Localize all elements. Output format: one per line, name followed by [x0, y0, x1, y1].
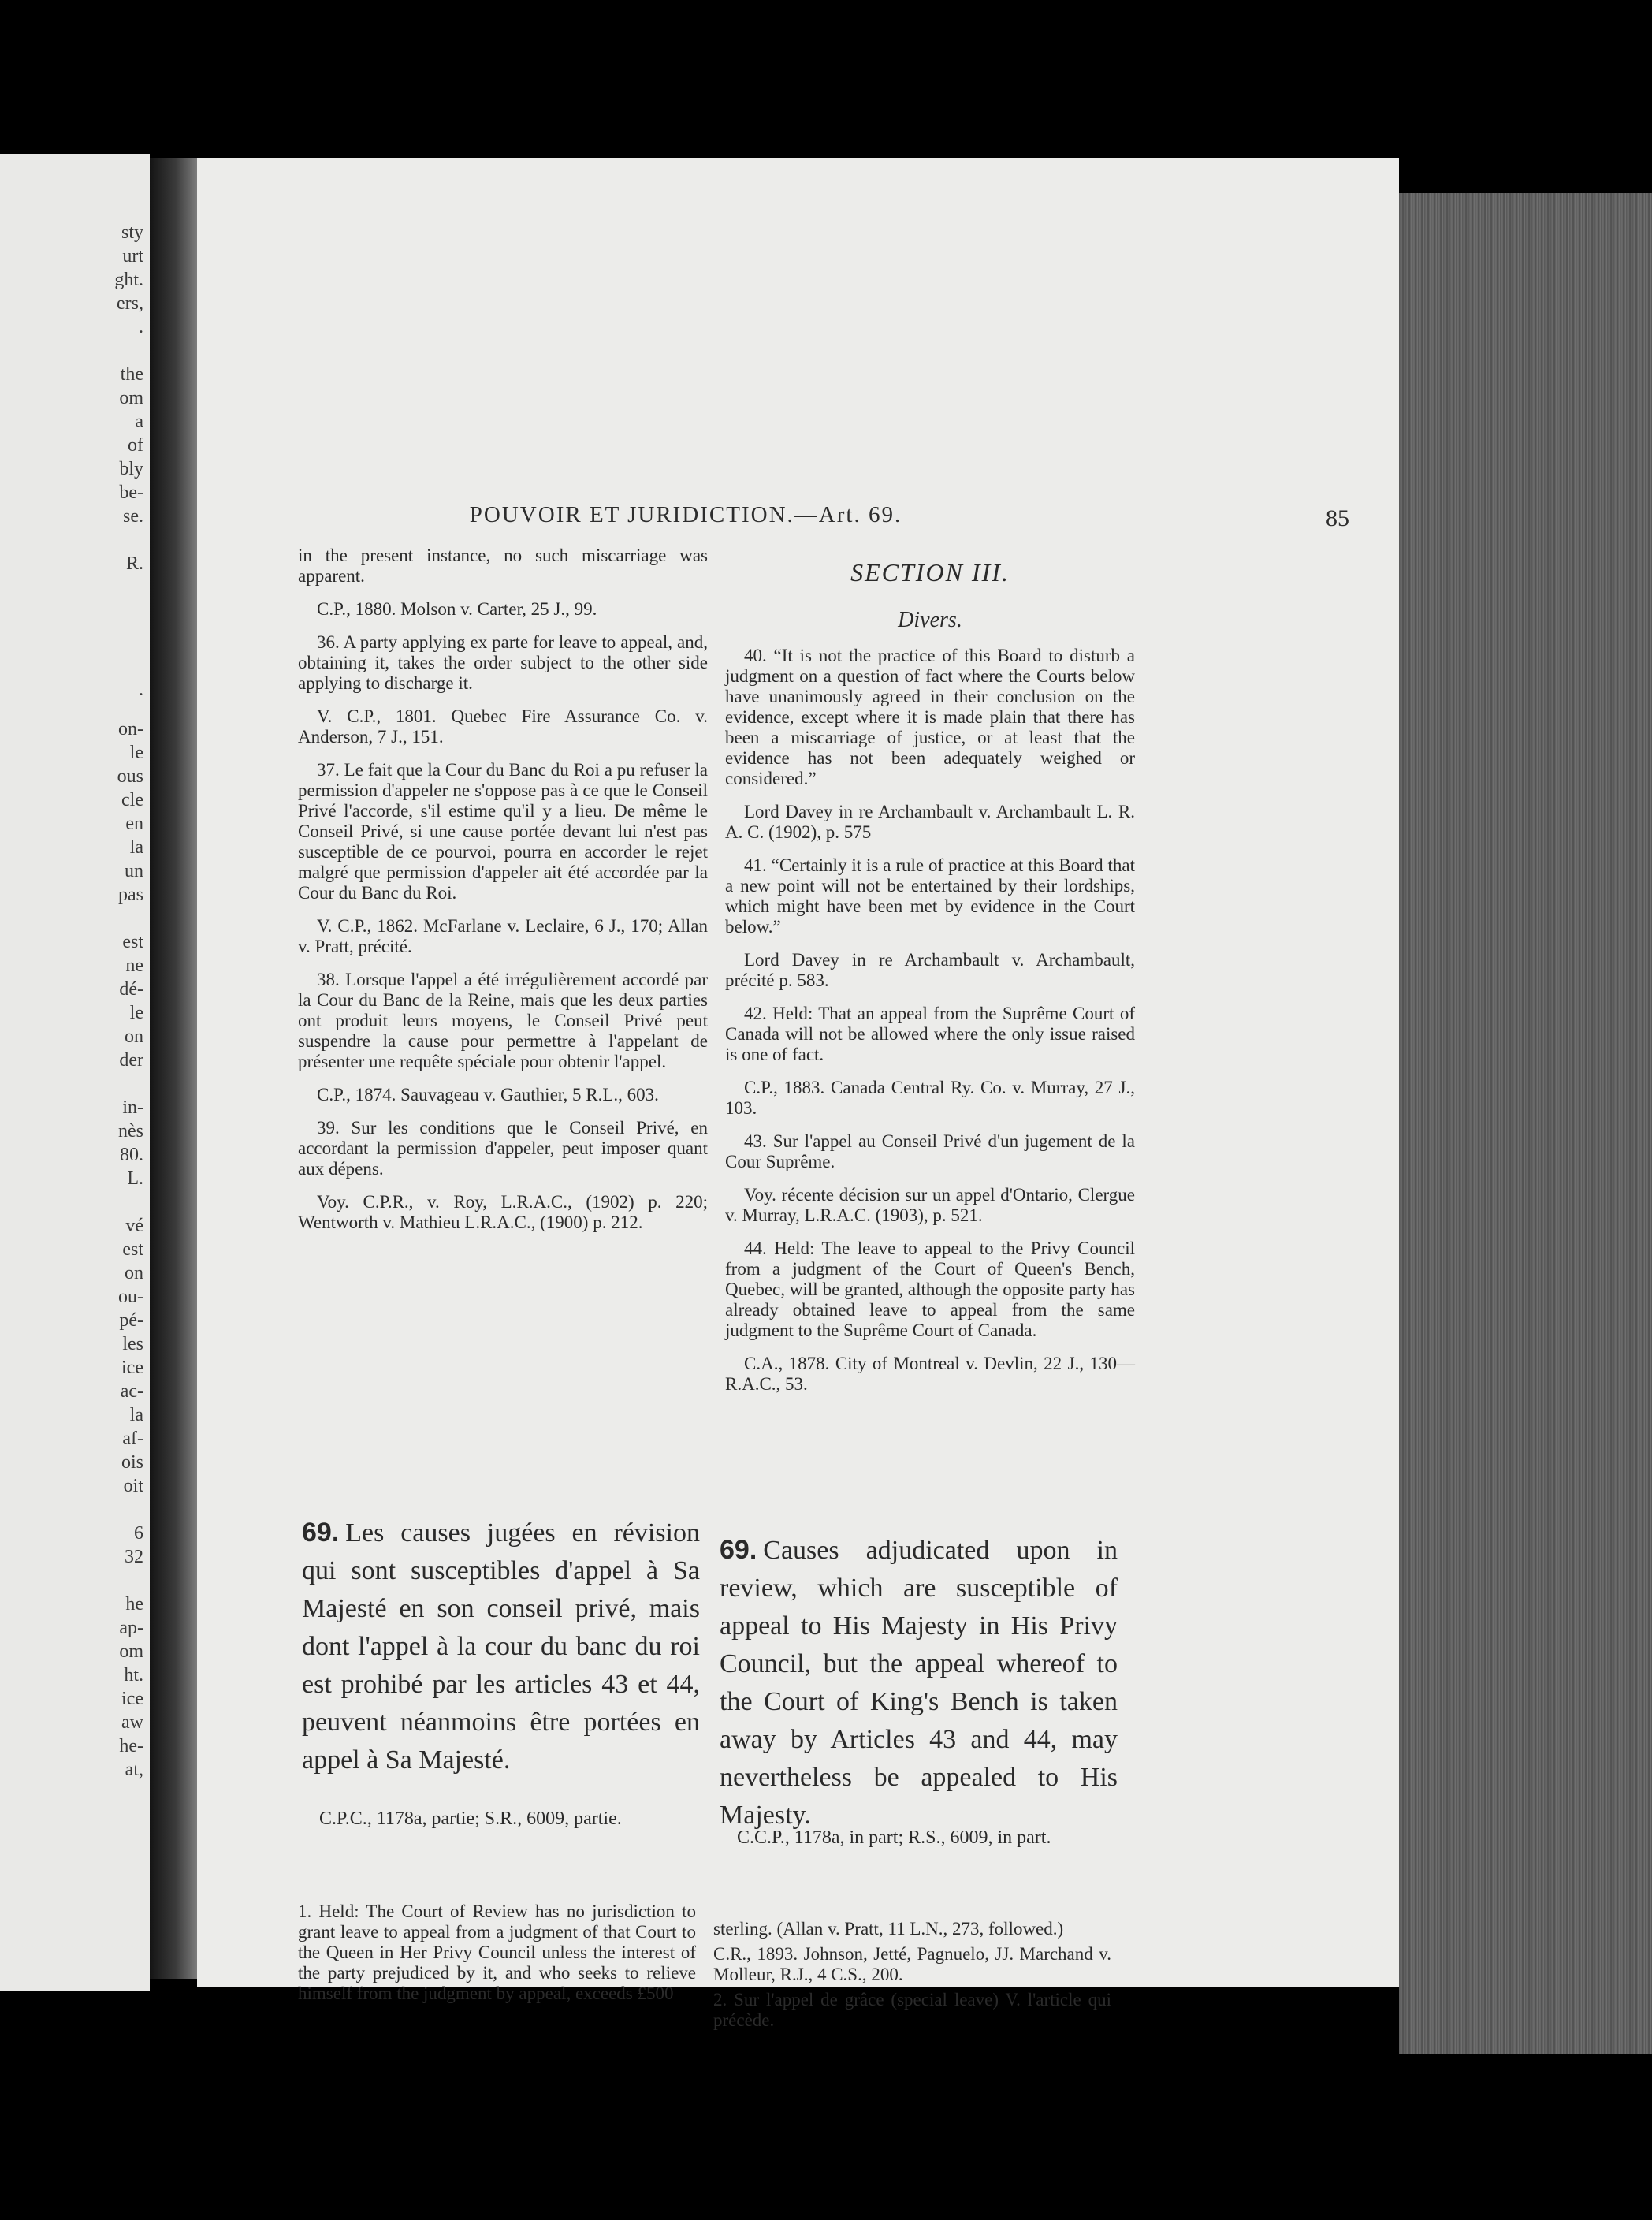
- left-page-text-fragment: he-: [119, 1736, 143, 1756]
- paragraph: in the present instance, no such miscarriage was apparent.: [298, 546, 708, 586]
- left-page-text-fragment: le: [129, 1003, 143, 1023]
- paragraph: Voy. C.P.R., v. Roy, L.R.A.C., (1902) p. 220; Wentworth v. Mathieu L.R.A.C., (1900) p. 212.: [298, 1192, 708, 1232]
- left-page-text-fragment: a: [135, 412, 143, 432]
- section-subtitle: Divers.: [898, 608, 962, 632]
- left-page-text-fragment: se.: [123, 506, 143, 527]
- left-page-text-fragment: cle: [121, 790, 143, 810]
- left-page-text-fragment: ht.: [124, 1665, 143, 1685]
- right-column-paragraphs: [725, 646, 1135, 1395]
- paragraph: 43. Sur l'appel au Conseil Privé d'un jugement de la Cour Suprême.: [725, 1131, 1135, 1171]
- article-69-french: [302, 1514, 700, 1779]
- paragraph: 37. Le fait que la Cour du Banc du Roi a pu refuser la permission d'appeler ne s'oppose pas à ce que le Conseil Privé l'accorde, s'il estime qu'il y a lieu. De même le Conseil Privé, si une cause portée devant lui n'est pas susceptible de ce pourvoi, pourra en accorder le rejet malgré que permission d'appeler ait été accordée par la Cour du Banc du Roi.: [298, 760, 708, 903]
- paragraph: 41. “Certainly it is a rule of practice at this Board that a new point will not be entertained by their lordships, which might have been met by evidence in the Court below.”: [725, 855, 1135, 937]
- left-page-text-fragment: ice: [121, 1358, 143, 1378]
- page-number: 85: [1326, 505, 1349, 531]
- left-page-text-fragment: le: [129, 743, 143, 763]
- paragraph: 40. “It is not the practice of this Board to disturb a judgment on a question of fact where the Courts below have unanimously agreed in their conclusion on the evidence, except where it is made plain that there has been a miscarriage of justice, or at least that the evidence has not been adequately weighed or considered.”: [725, 646, 1135, 788]
- left-page-text-fragment: bly: [119, 459, 143, 479]
- left-page-text-fragment: la: [129, 837, 143, 858]
- left-page-text-fragment: of: [128, 435, 143, 456]
- article-refs-french: C.P.C., 1178a, partie; S.R., 6009, partie.: [319, 1808, 622, 1829]
- article-text: Les causes jugées en révision qui sont susceptibles d'appel à Sa Majesté en son conseil privé, mais dont l'appel à la cour du banc du roi est prohibé par les articles 43 et 44, peuvent néanmoins être portées en appel à Sa Majesté.: [302, 1518, 700, 1775]
- left-page-text-fragment: dé-: [119, 979, 143, 1000]
- left-page-text-fragment: ou-: [118, 1287, 143, 1307]
- left-page-text-fragment: ous: [117, 766, 143, 787]
- left-page-text-fragment: ois: [121, 1452, 143, 1473]
- section-title: SECTION III.: [850, 558, 1010, 587]
- paragraph: 42. Held: That an appeal from the Suprême Court of Canada will not be allowed where the only issue raised is one of fact.: [725, 1004, 1135, 1064]
- left-page-text-fragment: om: [119, 388, 143, 408]
- footnote: sterling. (Allan v. Pratt, 11 L.N., 273, followed.): [713, 1919, 1064, 1939]
- footnotes-right: [713, 1919, 1111, 2036]
- footnote: 2. Sur l'appel de grâce (special leave) V. l'article qui précède.: [713, 1990, 1111, 2030]
- left-page-text-fragment: at,: [125, 1760, 143, 1780]
- left-page-text-fragment: la: [129, 1405, 143, 1425]
- article-refs-english: C.C.P., 1178a, in part; R.S., 6009, in part.: [737, 1827, 1051, 1848]
- paragraph: Lord Davey in re Archambault v. Archambault, précité p. 583.: [725, 950, 1135, 990]
- left-page-text-fragment: les: [122, 1334, 143, 1354]
- paragraph: 39. Sur les conditions que le Conseil Privé, en accordant la permission d'appeler, peut imposer quant aux dépens.: [298, 1118, 708, 1179]
- footnotes-left: [298, 1902, 696, 2009]
- paragraph: C.P., 1880. Molson v. Carter, 25 J., 99.: [317, 599, 597, 619]
- article-number: 69.: [302, 1518, 340, 1548]
- left-page-text-fragment: in-: [122, 1097, 143, 1118]
- running-head: POUVOIR ET JURIDICTION.—Art. 69.: [469, 502, 902, 527]
- left-page-text-fragment: est: [122, 1239, 143, 1260]
- paragraph: C.A., 1878. City of Montreal v. Devlin, 22 J., 130—R.A.C., 53.: [725, 1354, 1135, 1394]
- left-page-text-fragment: un: [125, 861, 143, 881]
- article-text: Causes adjudicated upon in review, which are susceptible of appeal to His Majesty in His Privy Council, but the appeal whereof to the Court of King's Bench is taken away by Articles 43 and 44, may nevertheless be appealed to His Majesty.: [720, 1536, 1118, 1830]
- page-edges: [1399, 193, 1652, 2054]
- left-page-text-fragment: he: [125, 1594, 143, 1615]
- left-page-text-fragment: on-: [118, 719, 143, 739]
- left-page-text-fragment: on: [125, 1263, 143, 1283]
- paragraph: Voy. récente décision sur un appel d'Ontario, Clergue v. Murray, L.R.A.C. (1903), p. 521.: [725, 1185, 1135, 1225]
- left-page-text-fragment: R.: [125, 553, 143, 574]
- paragraph: C.P., 1874. Sauvageau v. Gauthier, 5 R.L., 603.: [317, 1085, 659, 1104]
- left-page-text-fragment: pé-: [119, 1310, 143, 1331]
- left-page-text-fragment: om: [119, 1641, 143, 1662]
- left-page-text-fragment: af-: [122, 1428, 143, 1449]
- footnote: 1. Held: The Court of Review has no jurisdiction to grant leave to appeal from a judgment of that Court to the Queen in Her Privy Council unless the interest of the party prejudiced by it, and who seeks to relieve himself from the judgment by appeal, exceeds £500: [298, 1902, 696, 2003]
- left-page-text-fragment: ght.: [114, 270, 143, 290]
- left-page-text-fragment: pas: [118, 885, 143, 905]
- left-page-text-fragment: aw: [121, 1712, 143, 1733]
- paragraph: 44. Held: The leave to appeal to the Privy Council from a judgment of the Court of Queen's Bench, Quebec, will be granted, although the opposite party has already obtained leave to appeal from the same judgment to the Suprême Court of Canada.: [725, 1239, 1135, 1340]
- left-page-text-fragment: .: [139, 317, 143, 337]
- paragraph: 36. A party applying ex parte for leave to appeal, and, obtaining it, takes the order subject to the other side applying to discharge it.: [298, 632, 708, 693]
- article-69-english: [720, 1531, 1118, 1834]
- paragraph: 38. Lorsque l'appel a été irrégulièrement accordé par la Cour du Banc de la Reine, mais que les deux parties ont produit leurs moyens, le Conseil Privé peut suspendre la cause pour permettre à l'appelant de présenter une requête spéciale pour obtenir l'appel.: [298, 970, 708, 1071]
- left-page-text-fragment: nès: [118, 1121, 143, 1142]
- left-page-text-fragment: 32: [125, 1547, 143, 1567]
- right-column: [725, 558, 1135, 1407]
- paragraph: V. C.P., 1862. McFarlane v. Leclaire, 6 J., 170; Allan v. Pratt, précité.: [298, 916, 708, 956]
- left-page-text-fragment: 80.: [120, 1145, 143, 1165]
- left-page-text-fragment: ice: [121, 1689, 143, 1709]
- left-page-edge: [0, 154, 150, 1991]
- left-page-text-fragment: 6: [134, 1523, 143, 1544]
- left-page-text-fragment: ers,: [117, 293, 143, 314]
- left-page-text-fragment: oit: [123, 1476, 143, 1496]
- article-number: 69.: [720, 1535, 757, 1565]
- left-page-text-fragment: on: [125, 1026, 143, 1047]
- paragraph: V. C.P., 1801. Quebec Fire Assurance Co. v. Anderson, 7 J., 151.: [298, 706, 708, 747]
- left-page-text-fragment: be-: [119, 482, 143, 503]
- left-page-text-fragment: vé: [125, 1216, 143, 1236]
- left-page-text-fragment: ac-: [120, 1381, 143, 1402]
- footnote: C.R., 1893. Johnson, Jetté, Pagnuelo, JJ. Marchand v. Molleur, R.J., 4 C.S., 200.: [713, 1944, 1111, 1984]
- left-column: [298, 546, 708, 1246]
- left-page-text-fragment: .: [139, 680, 143, 700]
- left-page-text-fragment: ne: [125, 955, 143, 976]
- left-page-text-fragment: L.: [127, 1168, 143, 1189]
- paragraph: C.P., 1883. Canada Central Ry. Co. v. Murray, 27 J., 103.: [725, 1078, 1135, 1118]
- left-page-text-fragment: ap-: [119, 1618, 143, 1638]
- left-page-text-fragment: est: [122, 932, 143, 952]
- left-page-text-fragment: en: [125, 814, 143, 834]
- paragraph: Lord Davey in re Archambault v. Archambault L. R. A. C. (1902), p. 575: [725, 802, 1135, 842]
- left-page-text-fragment: the: [120, 364, 143, 385]
- left-page-text-fragment: der: [119, 1050, 143, 1071]
- left-page-text-fragment: sty: [121, 222, 143, 243]
- book-gutter: [150, 158, 197, 1979]
- book-page: [197, 158, 1399, 2030]
- left-page-text-fragment: urt: [122, 246, 143, 266]
